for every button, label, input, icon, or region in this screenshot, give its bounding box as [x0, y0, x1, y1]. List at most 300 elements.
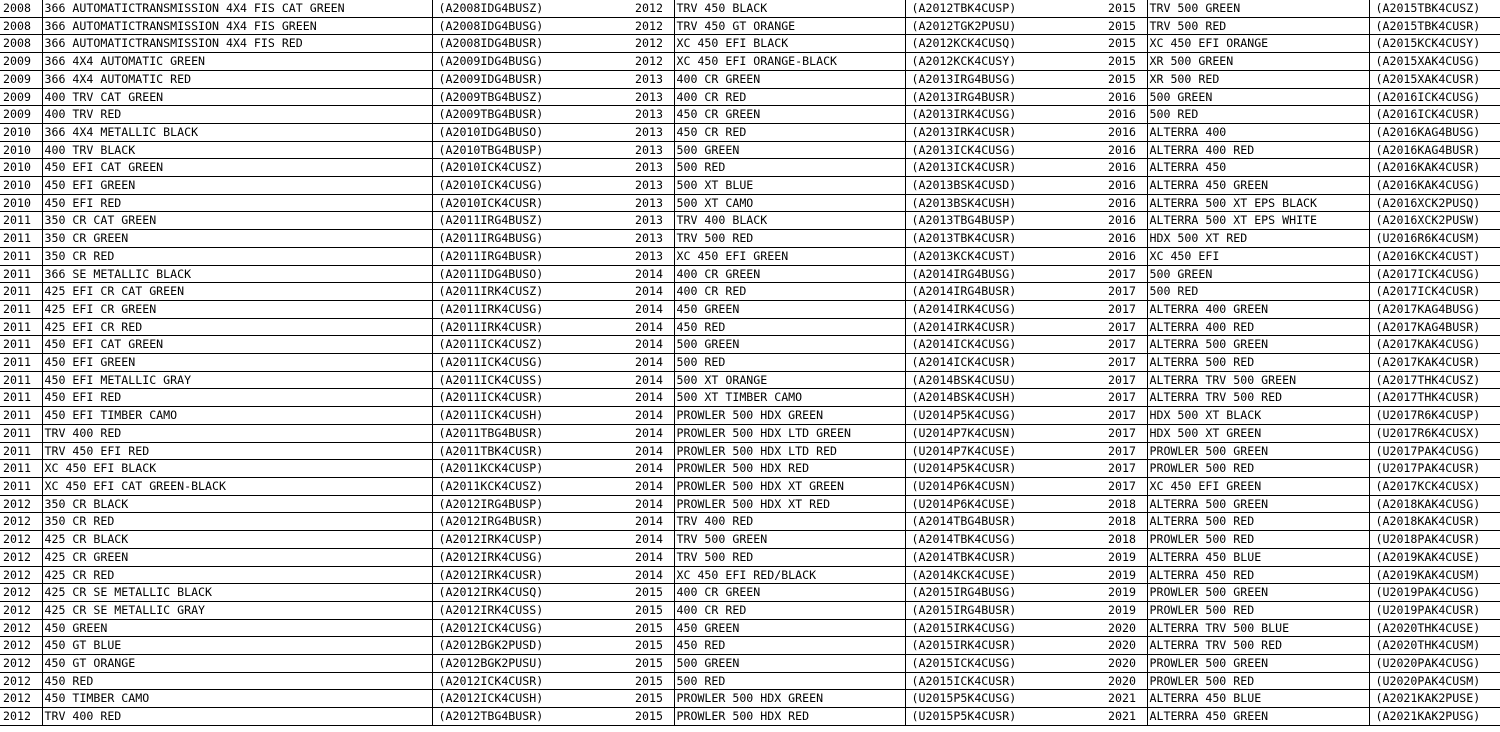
table-row: [632, 619, 1105, 637]
model-cell: XC 450 EFI ORANGE-BLACK: [674, 53, 905, 71]
table-row: [0, 88, 632, 106]
model-cell: HDX 500 XT BLACK: [1147, 407, 1369, 425]
year-cell: 2011: [0, 230, 42, 248]
part-code-cell: (A2011IRG4BUSR): [432, 247, 632, 265]
part-code-cell: (A2015KCK4CUSY): [1369, 35, 1500, 53]
table-row: [1105, 690, 1500, 708]
year-cell: 2013: [632, 230, 674, 248]
part-code-cell: (A2011TBK4CUSR): [432, 442, 632, 460]
table-row: [632, 283, 1105, 301]
model-cell: ALTERRA 450 BLUE: [1147, 690, 1369, 708]
table-row: [632, 637, 1105, 655]
year-cell: 2011: [0, 371, 42, 389]
year-cell: 2014: [632, 265, 674, 283]
table-row: [632, 35, 1105, 53]
table-row: [1105, 318, 1500, 336]
table-row: [1105, 0, 1500, 17]
part-code-cell: (A2010ICK4CUSG): [432, 177, 632, 195]
table-row: [1105, 708, 1500, 726]
year-cell: 2009: [0, 106, 42, 124]
year-cell: 2009: [0, 70, 42, 88]
year-cell: 2017: [1105, 424, 1147, 442]
table-body: [0, 0, 632, 725]
table-row: [1105, 230, 1500, 248]
part-code-cell: (A2016XCK2PUSW): [1369, 212, 1500, 230]
part-code-cell: (A2014ICK4CUSG): [905, 336, 1105, 354]
year-cell: 2010: [0, 159, 42, 177]
year-cell: 2014: [632, 531, 674, 549]
year-cell: 2013: [632, 123, 674, 141]
part-code-cell: (A2016KAG4BUSG): [1369, 123, 1500, 141]
table-row: [0, 389, 632, 407]
part-code-cell: (U2014P7K4CUSN): [905, 424, 1105, 442]
model-cell: PROWLER 500 GREEN: [1147, 584, 1369, 602]
table-row: [0, 177, 632, 195]
part-code-cell: (A2011ICK4CUSZ): [432, 336, 632, 354]
table-row: [632, 407, 1105, 425]
part-code-cell: (A2015TBK4CUSR): [1369, 17, 1500, 35]
model-cell: TRV 450 GT ORANGE: [674, 17, 905, 35]
part-code-cell: (A2017KAG4BUSR): [1369, 318, 1500, 336]
part-code-cell: (U2017R6K4CUSP): [1369, 407, 1500, 425]
table-row: [0, 300, 632, 318]
year-cell: 2012: [0, 619, 42, 637]
model-cell: PROWLER 500 RED: [1147, 460, 1369, 478]
year-cell: 2016: [1105, 230, 1147, 248]
part-code-cell: (A2015IRG4BUSG): [905, 584, 1105, 602]
year-cell: 2017: [1105, 442, 1147, 460]
part-code-cell: (A2011ICK4CUSR): [432, 389, 632, 407]
part-code-cell: (A2012BGK2PUSD): [432, 637, 632, 655]
model-cell: 400 TRV CAT GREEN: [42, 88, 432, 106]
table-row: [632, 424, 1105, 442]
table-row: [632, 460, 1105, 478]
table-row: [1105, 601, 1500, 619]
model-cell: 450 GREEN: [674, 619, 905, 637]
year-cell: 2011: [0, 477, 42, 495]
table-row: [0, 655, 632, 673]
model-cell: 450 EFI GREEN: [42, 177, 432, 195]
year-cell: 2011: [0, 318, 42, 336]
model-cell: 500 GREEN: [1147, 88, 1369, 106]
part-code-cell: (A2018KAK4CUSG): [1369, 495, 1500, 513]
part-code-cell: (A2012TBK4CUSP): [905, 0, 1105, 17]
model-cell: ALTERRA 500 XT EPS WHITE: [1147, 212, 1369, 230]
year-cell: 2014: [632, 389, 674, 407]
table-body: [1105, 0, 1500, 725]
part-code-cell: (A2012ICK4CUSG): [432, 619, 632, 637]
table-row: [1105, 584, 1500, 602]
table-row: [0, 265, 632, 283]
table-row: [1105, 477, 1500, 495]
year-cell: 2011: [0, 212, 42, 230]
table-row: [632, 354, 1105, 372]
year-cell: 2017: [1105, 265, 1147, 283]
part-code-cell: (A2011ICK4CUSS): [432, 371, 632, 389]
table-row: [632, 230, 1105, 248]
model-cell: ALTERRA 500 GREEN: [1147, 336, 1369, 354]
table-row: [632, 0, 1105, 17]
model-cell: PROWLER 500 HDX LTD RED: [674, 442, 905, 460]
model-cell: 450 EFI TIMBER CAMO: [42, 407, 432, 425]
part-code-cell: (A2011IDG4BUSO): [432, 265, 632, 283]
part-code-cell: (A2014IRG4BUSR): [905, 283, 1105, 301]
year-cell: 2011: [0, 424, 42, 442]
table-row: [0, 212, 632, 230]
part-code-cell: (A2015XAK4CUSG): [1369, 53, 1500, 71]
model-cell: XC 450 EFI GREEN: [674, 247, 905, 265]
table-row: [632, 141, 1105, 159]
year-cell: 2014: [632, 318, 674, 336]
year-cell: 2017: [1105, 477, 1147, 495]
year-cell: 2016: [1105, 88, 1147, 106]
part-code-cell: (A2016KAG4BUSR): [1369, 141, 1500, 159]
part-code-cell: (A2013ICK4CUSR): [905, 159, 1105, 177]
model-cell: ALTERRA 450: [1147, 159, 1369, 177]
model-cell: ALTERRA 400: [1147, 123, 1369, 141]
model-cell: PROWLER 500 RED: [1147, 531, 1369, 549]
year-cell: 2017: [1105, 318, 1147, 336]
model-cell: ALTERRA 500 RED: [1147, 354, 1369, 372]
year-cell: 2012: [632, 35, 674, 53]
part-code-cell: (A2012ICK4CUSH): [432, 690, 632, 708]
table-row: [1105, 265, 1500, 283]
part-code-cell: (A2012IRK4CUSR): [432, 566, 632, 584]
part-code-cell: (A2013IRK4CUSR): [905, 123, 1105, 141]
table-row: [0, 584, 632, 602]
table-row: [0, 690, 632, 708]
table-row: [0, 106, 632, 124]
year-cell: 2014: [632, 477, 674, 495]
model-cell: ALTERRA 450 RED: [1147, 566, 1369, 584]
year-cell: 2018: [1105, 513, 1147, 531]
model-cell: ALTERRA 400 RED: [1147, 141, 1369, 159]
part-code-cell: (A2017THK4CUSZ): [1369, 371, 1500, 389]
year-cell: 2014: [632, 371, 674, 389]
year-cell: 2014: [632, 566, 674, 584]
model-cell: 500 GREEN: [674, 336, 905, 354]
year-cell: 2015: [1105, 17, 1147, 35]
model-cell: 500 RED: [674, 159, 905, 177]
model-cell: 450 EFI RED: [42, 389, 432, 407]
year-cell: 2020: [1105, 672, 1147, 690]
part-code-cell: (A2012IRG4BUSP): [432, 495, 632, 513]
year-cell: 2012: [0, 584, 42, 602]
part-code-cell: (A2017THK4CUSR): [1369, 389, 1500, 407]
table-row: [632, 159, 1105, 177]
model-cell: 425 CR SE METALLIC BLACK: [42, 584, 432, 602]
model-cell: XC 450 EFI ORANGE: [1147, 35, 1369, 53]
table-row: [1105, 548, 1500, 566]
year-cell: 2015: [632, 655, 674, 673]
model-cell: XC 450 EFI BLACK: [674, 35, 905, 53]
part-code-cell: (U2017R6K4CUSX): [1369, 424, 1500, 442]
year-cell: 2016: [1105, 247, 1147, 265]
table-row: [632, 495, 1105, 513]
table-row: [632, 690, 1105, 708]
part-code-cell: (A2014ICK4CUSR): [905, 354, 1105, 372]
table-row: [632, 53, 1105, 71]
table-row: [632, 442, 1105, 460]
part-code-cell: (A2017ICK4CUSG): [1369, 265, 1500, 283]
table-row: [1105, 247, 1500, 265]
table-row: [632, 655, 1105, 673]
part-code-cell: (A2008IDG4BUSG): [432, 17, 632, 35]
model-cell: XC 450 EFI BLACK: [42, 460, 432, 478]
year-cell: 2012: [0, 548, 42, 566]
year-cell: 2017: [1105, 460, 1147, 478]
year-cell: 2010: [0, 123, 42, 141]
part-code-cell: (A2012TGK2PUSU): [905, 17, 1105, 35]
model-cell: 450 RED: [42, 672, 432, 690]
part-code-cell: (A2014TBG4BUSR): [905, 513, 1105, 531]
year-cell: 2011: [0, 283, 42, 301]
table-row: [632, 265, 1105, 283]
model-cell: 425 CR BLACK: [42, 531, 432, 549]
table-row: [632, 70, 1105, 88]
year-cell: 2011: [0, 336, 42, 354]
year-cell: 2015: [1105, 53, 1147, 71]
model-cell: PROWLER 500 GREEN: [1147, 442, 1369, 460]
part-code-cell: (A2010ICK4CUSR): [432, 194, 632, 212]
table-row: [0, 637, 632, 655]
year-cell: 2015: [632, 637, 674, 655]
model-cell: TRV 500 GREEN: [674, 531, 905, 549]
part-code-cell: (A2019KAK4CUSE): [1369, 548, 1500, 566]
year-cell: 2020: [1105, 655, 1147, 673]
table-row: [1105, 212, 1500, 230]
fitment-table-group-1: [0, 0, 632, 726]
part-code-cell: (U2017PAK4CUSR): [1369, 460, 1500, 478]
year-cell: 2012: [0, 655, 42, 673]
table-row: [632, 371, 1105, 389]
year-cell: 2021: [1105, 708, 1147, 726]
year-cell: 2010: [0, 177, 42, 195]
year-cell: 2012: [0, 566, 42, 584]
table-row: [0, 424, 632, 442]
model-cell: 350 CR RED: [42, 247, 432, 265]
table-row: [0, 531, 632, 549]
model-cell: 450 GT ORANGE: [42, 655, 432, 673]
year-cell: 2019: [1105, 601, 1147, 619]
year-cell: 2017: [1105, 300, 1147, 318]
part-code-cell: (U2019PAK4CUSR): [1369, 601, 1500, 619]
table-row: [0, 194, 632, 212]
part-code-cell: (A2014IRG4BUSG): [905, 265, 1105, 283]
year-cell: 2011: [0, 442, 42, 460]
model-cell: 500 RED: [674, 672, 905, 690]
model-cell: 350 CR GREEN: [42, 230, 432, 248]
year-cell: 2015: [632, 672, 674, 690]
model-cell: XR 500 RED: [1147, 70, 1369, 88]
part-code-cell: (A2011ICK4CUSH): [432, 407, 632, 425]
model-cell: 425 CR RED: [42, 566, 432, 584]
model-cell: 500 GREEN: [1147, 265, 1369, 283]
model-cell: PROWLER 500 RED: [1147, 672, 1369, 690]
table-row: [0, 318, 632, 336]
model-cell: 350 CR CAT GREEN: [42, 212, 432, 230]
model-cell: 500 XT ORANGE: [674, 371, 905, 389]
part-code-cell: (A2014KCK4CUSE): [905, 566, 1105, 584]
part-code-cell: (A2014BSK4CUSH): [905, 389, 1105, 407]
table-row: [0, 70, 632, 88]
table-row: [0, 513, 632, 531]
part-code-cell: (A2013TBG4BUSP): [905, 212, 1105, 230]
part-code-cell: (A2010IDG4BUSO): [432, 123, 632, 141]
model-cell: 366 4X4 METALLIC BLACK: [42, 123, 432, 141]
table-row: [632, 194, 1105, 212]
table-row: [632, 601, 1105, 619]
part-code-cell: (A2011IRG4BUSG): [432, 230, 632, 248]
table-row: [1105, 53, 1500, 71]
model-cell: XC 450 EFI CAT GREEN-BLACK: [42, 477, 432, 495]
part-code-cell: (A2017KAK4CUSR): [1369, 354, 1500, 372]
year-cell: 2017: [1105, 371, 1147, 389]
table-row: [1105, 619, 1500, 637]
part-code-cell: (A2008IDG4BUSZ): [432, 0, 632, 17]
model-cell: 500 RED: [1147, 283, 1369, 301]
part-code-cell: (U2020PAK4CUSM): [1369, 672, 1500, 690]
table-row: [1105, 354, 1500, 372]
table-row: [632, 531, 1105, 549]
part-code-cell: (U2019PAK4CUSG): [1369, 584, 1500, 602]
table-row: [632, 247, 1105, 265]
table-row: [632, 300, 1105, 318]
year-cell: 2016: [1105, 159, 1147, 177]
model-cell: 425 EFI CR RED: [42, 318, 432, 336]
part-code-cell: (U2014P6K4CUSE): [905, 495, 1105, 513]
part-code-cell: (A2011IRK4CUSG): [432, 300, 632, 318]
table-row: [1105, 159, 1500, 177]
part-code-cell: (A2012ICK4CUSR): [432, 672, 632, 690]
model-cell: PROWLER 500 HDX RED: [674, 708, 905, 726]
year-cell: 2013: [632, 88, 674, 106]
model-cell: ALTERRA TRV 500 RED: [1147, 637, 1369, 655]
part-code-cell: (A2015IRK4CUSR): [905, 637, 1105, 655]
part-code-cell: (U2014P6K4CUSN): [905, 477, 1105, 495]
year-cell: 2014: [632, 283, 674, 301]
model-cell: XC 450 EFI GREEN: [1147, 477, 1369, 495]
part-code-cell: (A2012IRK4CUSQ): [432, 584, 632, 602]
year-cell: 2009: [0, 53, 42, 71]
table-row: [632, 584, 1105, 602]
table-row: [0, 17, 632, 35]
part-code-cell: (A2013ICK4CUSG): [905, 141, 1105, 159]
part-code-cell: (U2015P5K4CUSG): [905, 690, 1105, 708]
model-cell: TRV 450 EFI RED: [42, 442, 432, 460]
year-cell: 2015: [1105, 70, 1147, 88]
model-cell: 366 4X4 AUTOMATIC GREEN: [42, 53, 432, 71]
year-cell: 2008: [0, 0, 42, 17]
table-row: [1105, 442, 1500, 460]
table-row: [1105, 17, 1500, 35]
year-cell: 2012: [0, 495, 42, 513]
year-cell: 2013: [632, 194, 674, 212]
year-cell: 2008: [0, 17, 42, 35]
part-code-cell: (A2015IRG4BUSR): [905, 601, 1105, 619]
part-code-cell: (A2012IRK4CUSS): [432, 601, 632, 619]
year-cell: 2012: [632, 0, 674, 17]
table-row: [1105, 495, 1500, 513]
table-row: [1105, 35, 1500, 53]
part-code-cell: (U2016R6K4CUSM): [1369, 230, 1500, 248]
part-code-cell: (A2012IRG4BUSR): [432, 513, 632, 531]
table-row: [0, 477, 632, 495]
table-row: [0, 619, 632, 637]
part-code-cell: (A2016ICK4CUSG): [1369, 88, 1500, 106]
model-cell: HDX 500 XT RED: [1147, 230, 1369, 248]
table-row: [632, 566, 1105, 584]
table-row: [0, 407, 632, 425]
year-cell: 2015: [1105, 0, 1147, 17]
year-cell: 2014: [632, 354, 674, 372]
part-code-cell: (U2017PAK4CUSG): [1369, 442, 1500, 460]
model-cell: 400 CR GREEN: [674, 584, 905, 602]
year-cell: 2019: [1105, 566, 1147, 584]
model-cell: ALTERRA 500 RED: [1147, 513, 1369, 531]
year-cell: 2011: [0, 247, 42, 265]
part-code-cell: (A2014IRK4CUSR): [905, 318, 1105, 336]
year-cell: 2017: [1105, 283, 1147, 301]
model-cell: ALTERRA TRV 500 GREEN: [1147, 371, 1369, 389]
year-cell: 2020: [1105, 637, 1147, 655]
part-code-cell: (A2011KCK4CUSZ): [432, 477, 632, 495]
part-code-cell: (U2015P5K4CUSR): [905, 708, 1105, 726]
table-row: [632, 389, 1105, 407]
model-cell: XR 500 GREEN: [1147, 53, 1369, 71]
model-cell: TRV 400 RED: [42, 708, 432, 726]
table-row: [0, 53, 632, 71]
model-cell: ALTERRA 450 BLUE: [1147, 548, 1369, 566]
part-code-cell: (A2019KAK4CUSM): [1369, 566, 1500, 584]
model-cell: 450 EFI CAT GREEN: [42, 336, 432, 354]
table-row: [632, 708, 1105, 726]
part-code-cell: (A2021KAK2PUSG): [1369, 708, 1500, 726]
table-row: [1105, 194, 1500, 212]
table-row: [632, 672, 1105, 690]
table-row: [0, 35, 632, 53]
model-cell: 400 CR RED: [674, 88, 905, 106]
model-cell: 500 RED: [1147, 106, 1369, 124]
part-code-cell: (A2012TBG4BUSR): [432, 708, 632, 726]
model-cell: 500 XT CAMO: [674, 194, 905, 212]
table-row: [1105, 70, 1500, 88]
model-cell: 500 XT BLUE: [674, 177, 905, 195]
part-code-cell: (A2015XAK4CUSR): [1369, 70, 1500, 88]
model-cell: 450 CR GREEN: [674, 106, 905, 124]
part-code-cell: (A2016KAK4CUSG): [1369, 177, 1500, 195]
year-cell: 2019: [1105, 584, 1147, 602]
table-row: [1105, 371, 1500, 389]
part-code-cell: (A2013IRK4CUSG): [905, 106, 1105, 124]
table-row: [0, 230, 632, 248]
year-cell: 2014: [632, 513, 674, 531]
model-cell: PROWLER 500 RED: [1147, 601, 1369, 619]
part-code-cell: (A2014TBK4CUSR): [905, 548, 1105, 566]
model-cell: 350 CR BLACK: [42, 495, 432, 513]
year-cell: 2009: [0, 88, 42, 106]
part-code-cell: (A2016KCK4CUST): [1369, 247, 1500, 265]
model-cell: 500 GREEN: [674, 655, 905, 673]
model-cell: 425 CR SE METALLIC GRAY: [42, 601, 432, 619]
part-code-cell: (A2010ICK4CUSZ): [432, 159, 632, 177]
part-code-cell: (A2013BSK4CUSH): [905, 194, 1105, 212]
year-cell: 2012: [0, 672, 42, 690]
table-row: [632, 88, 1105, 106]
model-cell: 450 GREEN: [674, 300, 905, 318]
year-cell: 2011: [0, 407, 42, 425]
year-cell: 2015: [632, 690, 674, 708]
